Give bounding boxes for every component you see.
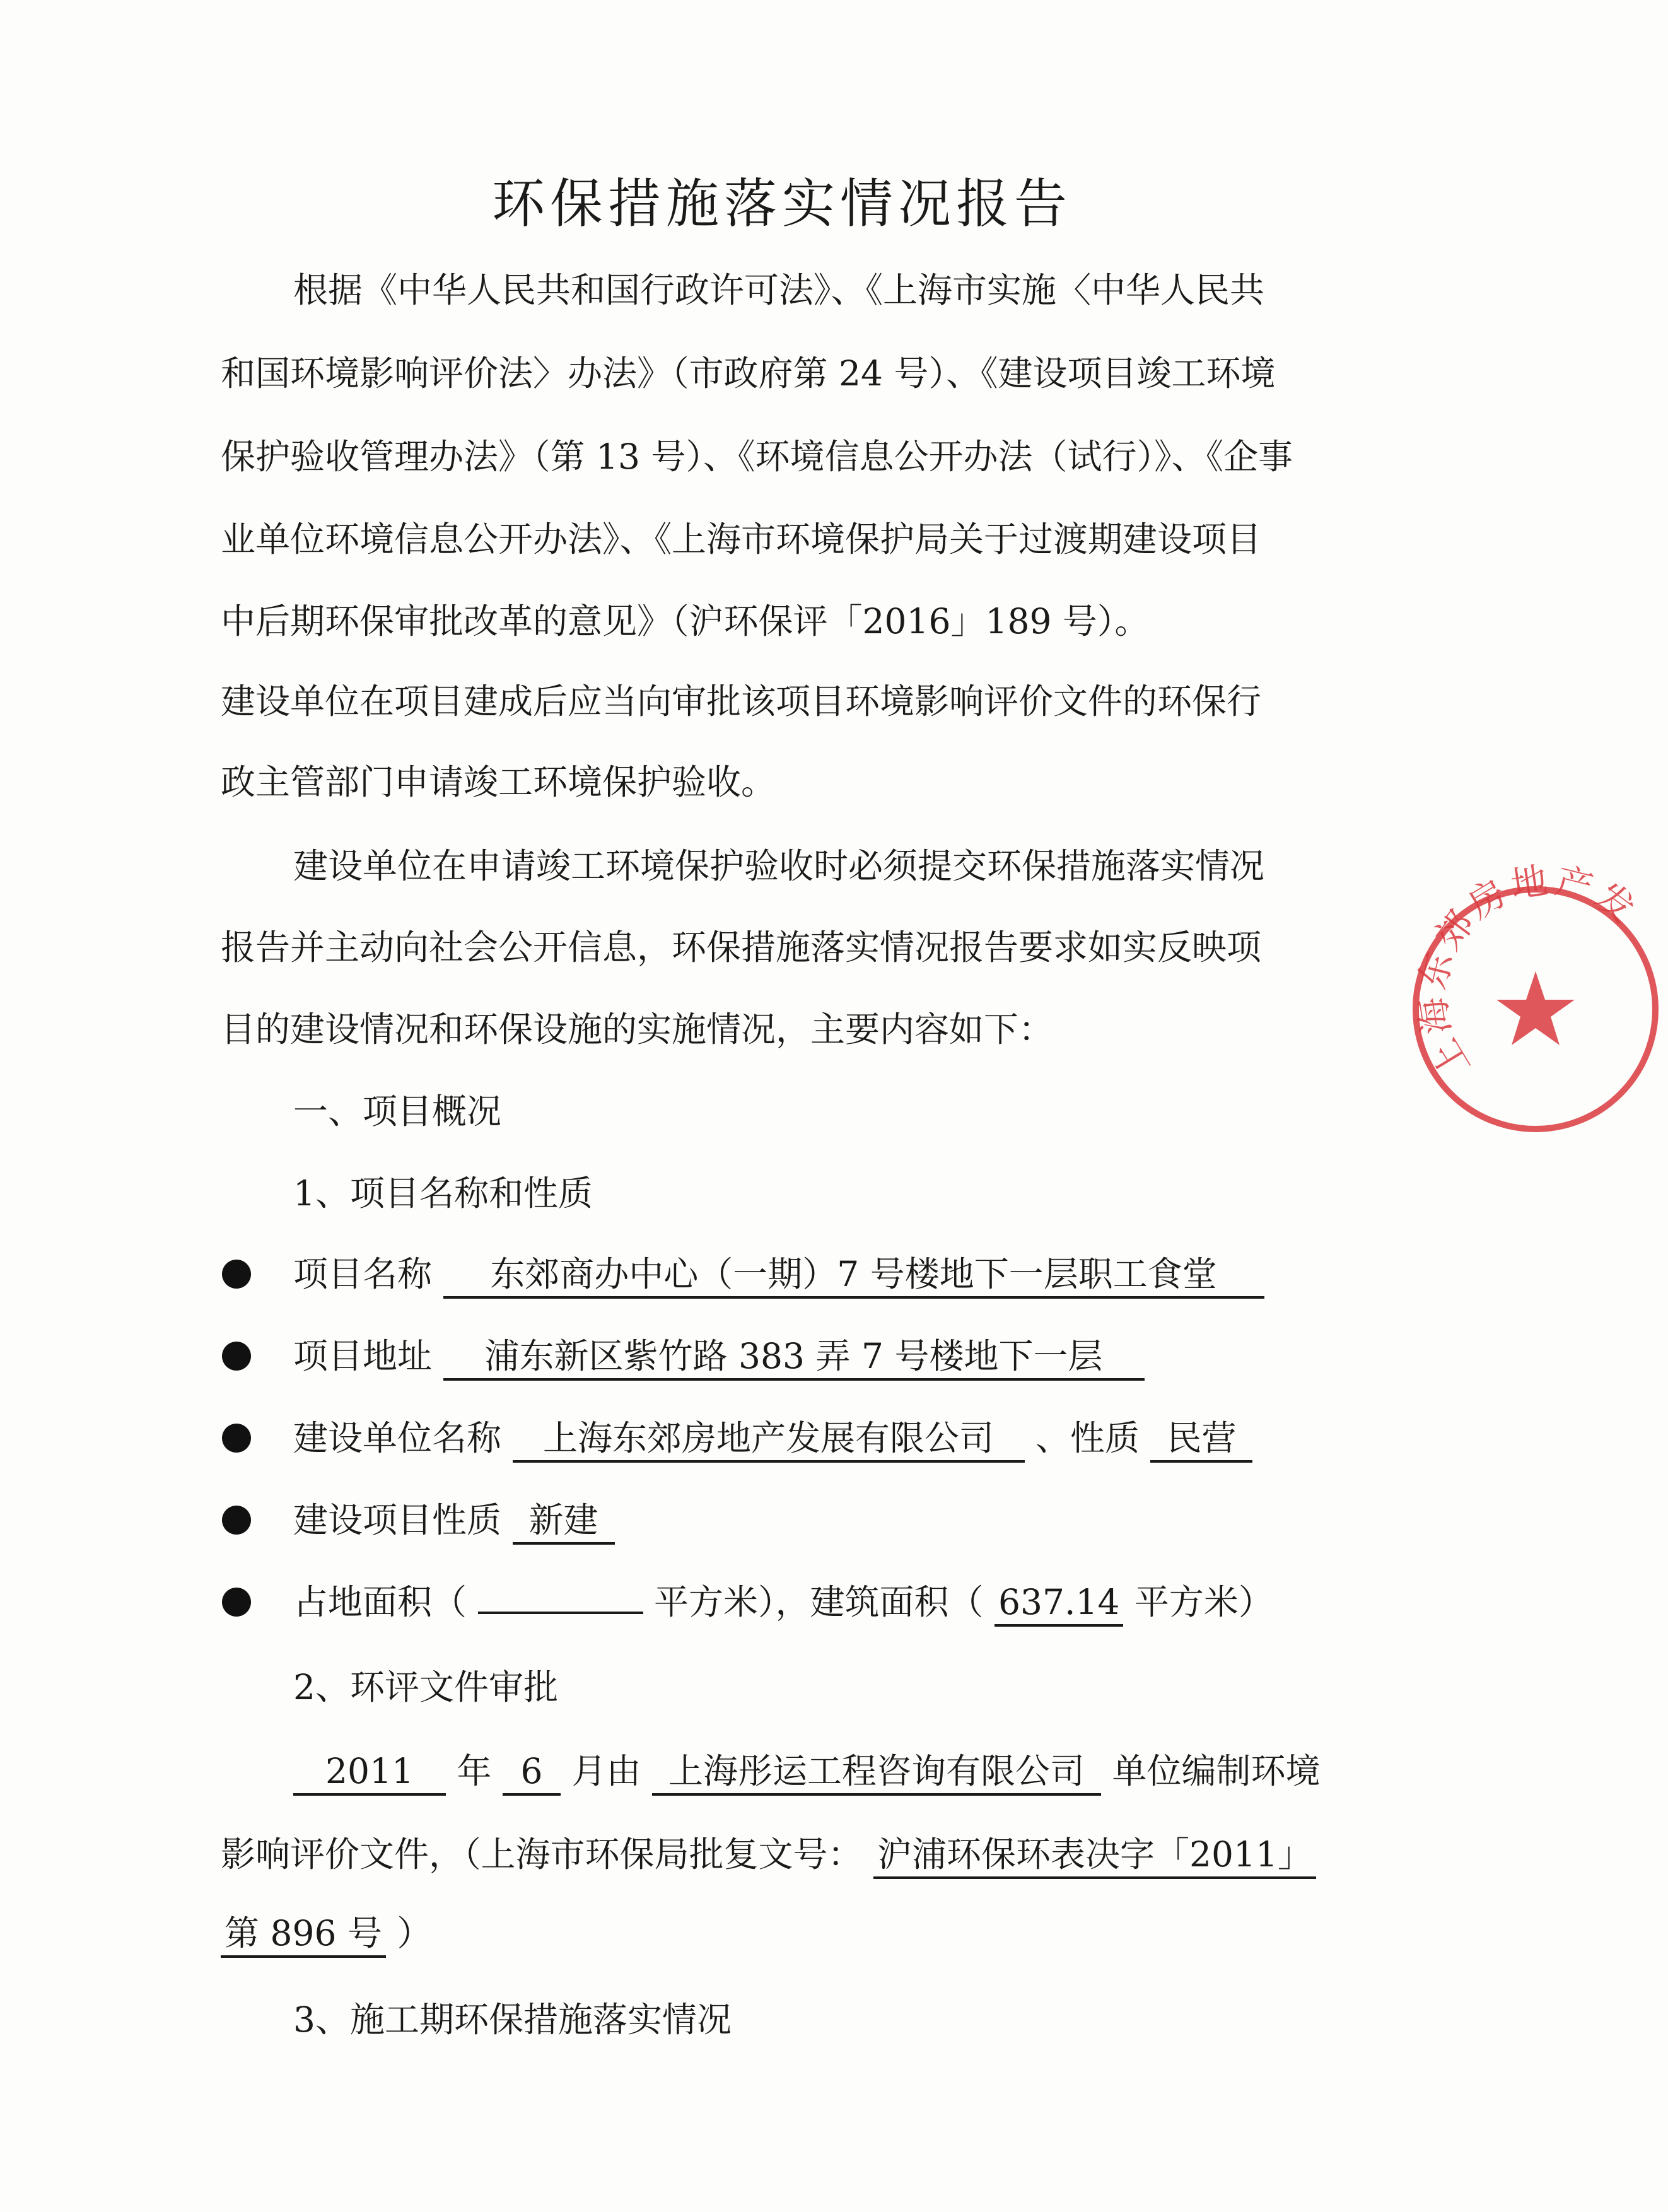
intro-line: 根据《中华人民共和国行政许可法》、《上海市实施〈中华人民共 <box>293 270 1265 310</box>
intro-line: 报告并主动向社会公开信息，环保措施落实情况报告要求如实反映项 <box>221 927 1262 968</box>
approval-line <box>221 1908 432 1958</box>
intro-line: 目的建设情况和环保设施的实施情况，主要内容如下： <box>221 1009 1054 1050</box>
page-title: 环保措施落实情况报告 <box>491 173 1072 235</box>
intro-line: 中后期环保审批改革的意见》（沪环保评「2016」189 号）。 <box>221 601 1150 641</box>
bullet-icon <box>222 1342 251 1371</box>
approval-doc-no-cont: 第 896 号 <box>221 1911 386 1958</box>
star-icon <box>1496 971 1575 1045</box>
field-label: 项目名称 <box>293 1254 433 1294</box>
field-value: 浦东新区紫竹路 383 弄 7 号楼地下一层 <box>443 1334 1145 1381</box>
field-label: 建设项目性质 <box>293 1500 502 1540</box>
bullet-icon <box>222 1260 251 1289</box>
intro-line: 政主管部门申请竣工环境保护验收。 <box>221 762 776 802</box>
approval-company: 上海彤运工程咨询有限公司 <box>652 1749 1101 1796</box>
field-value: 民营 <box>1150 1416 1252 1463</box>
field-label: 占地面积（ <box>293 1582 467 1622</box>
field-value: 上海东郊房地产发展有限公司 <box>513 1416 1025 1463</box>
field-label: 年 <box>457 1751 492 1791</box>
intro-line: 业单位环境信息公开办法》、《上海市环境保护局关于过渡期建设项目 <box>221 519 1262 559</box>
field-builder <box>293 1413 1252 1463</box>
intro-line: 保护验收管理办法》（第 13 号）、《环境信息公开办法（试行）》、《企事 <box>221 436 1293 477</box>
approval-doc-no: 沪浦环保环表决字「2011」 <box>873 1832 1316 1879</box>
field-label: 建设单位名称 <box>293 1418 502 1458</box>
field-label: 影响评价文件，（上海市环保局批复文号： <box>221 1834 863 1875</box>
field-label: 平方米），建筑面积（ <box>653 1582 984 1622</box>
field-label: 单位编制环境 <box>1112 1751 1321 1791</box>
section-heading: 一、项目概况 <box>293 1091 502 1132</box>
approval-year: 2011 <box>293 1749 446 1796</box>
field-value: 新建 <box>513 1498 615 1545</box>
field-area <box>293 1577 1273 1627</box>
field-value <box>478 1612 643 1614</box>
approval-month: 6 <box>503 1749 561 1796</box>
field-label: 、性质 <box>1035 1418 1140 1458</box>
company-seal-stamp <box>1382 843 1668 1142</box>
field-label: 月由 <box>571 1751 641 1791</box>
approval-line <box>221 1829 1316 1880</box>
subsection-heading: 2、环评文件审批 <box>293 1667 558 1707</box>
field-label: ） <box>397 1913 432 1953</box>
field-project-address <box>293 1331 1145 1381</box>
field-project-name <box>293 1249 1264 1299</box>
subsection-heading: 1、项目名称和性质 <box>293 1173 593 1214</box>
intro-line: 建设单位在申请竣工环境保护验收时必须提交环保措施落实情况 <box>293 846 1265 886</box>
field-label: 平方米） <box>1134 1582 1273 1622</box>
intro-line: 建设单位在项目建成后应当向审批该项目环境影响评价文件的环保行 <box>221 681 1262 722</box>
bullet-icon <box>222 1588 251 1617</box>
seal-text: 上海东郊房地产发展 <box>1382 843 1646 1085</box>
bullet-icon <box>222 1506 251 1535</box>
approval-line <box>293 1746 1320 1796</box>
intro-line: 和国环境影响评价法〉办法》（市政府第 24 号）、《建设项目竣工环境 <box>221 353 1276 394</box>
field-value: 东郊商办中心（一期）7 号楼地下一层职工食堂 <box>443 1252 1264 1299</box>
subsection-heading: 3、施工期环保措施落实情况 <box>293 1999 732 2040</box>
field-value: 637.14 <box>994 1580 1123 1627</box>
field-label: 项目地址 <box>293 1336 433 1376</box>
field-project-nature <box>293 1495 615 1545</box>
bullet-icon <box>222 1424 251 1453</box>
